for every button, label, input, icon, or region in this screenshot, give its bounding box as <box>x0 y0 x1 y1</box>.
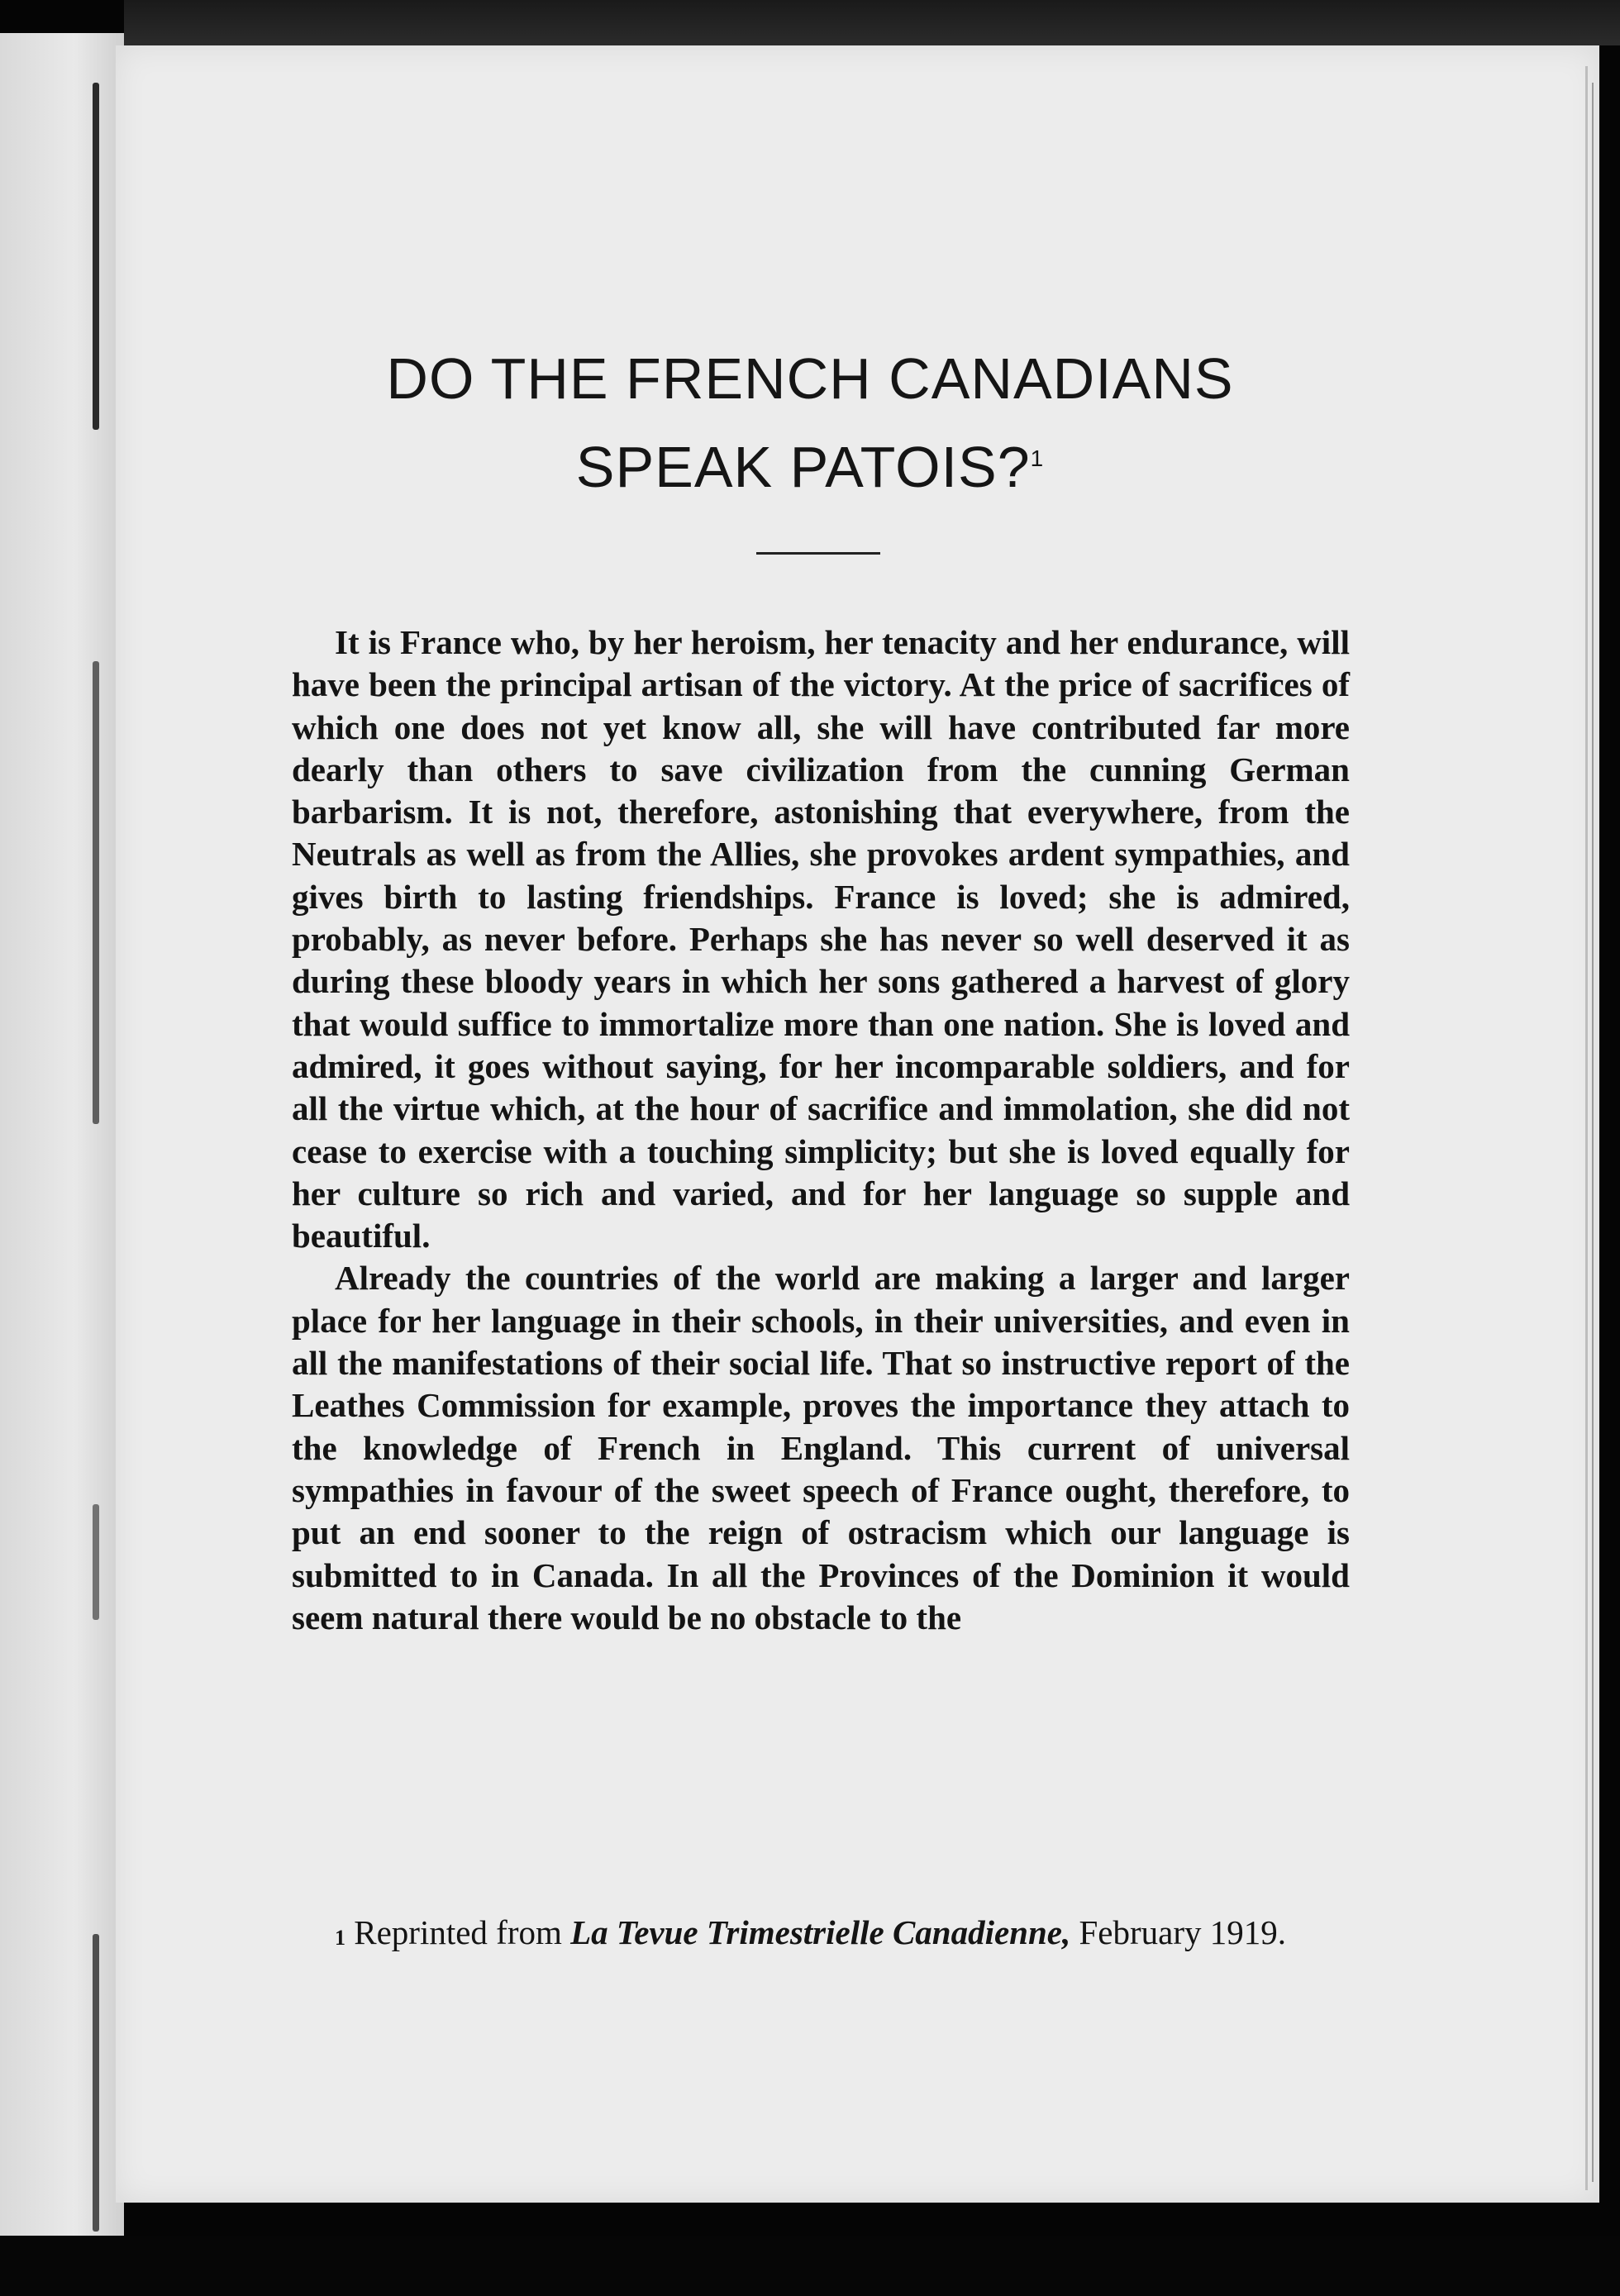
footnote-prefix: Reprinted from <box>354 1913 571 1951</box>
binding-mark <box>93 1504 99 1620</box>
footnote-mark: 1 <box>335 1926 345 1950</box>
binding-mark <box>93 1934 99 2232</box>
scan-bottom-border <box>0 2236 1620 2296</box>
footnote-suffix: February 1919. <box>1070 1913 1286 1951</box>
paragraph: Already the countries of the world are making a larger and larger place for her language in their schools, in their universities, and even in all the manifestations of their social life. That so instructive report of the Leathes Commission for example, proves the importance they attach to the knowledge of French in England. This current of universal sympathies in favour of the sweet speech of France ought, therefore, to put an end sooner to the reign of ostracism which our language is submitted to in Canada. In all the Provinces of the Dominion it would seem natural there would be no obstacle to the <box>292 1259 1350 1636</box>
title-divider <box>756 552 880 555</box>
binding-mark <box>93 83 99 430</box>
binding-mark <box>93 661 99 1124</box>
footnote-reference: 1 <box>1030 445 1045 471</box>
adjacent-page-edge <box>0 33 124 2265</box>
title-text: SPEAK PATOIS? <box>575 435 1031 499</box>
scan-top-border <box>124 0 1620 45</box>
footnote-source: La Tevue Trimestrielle Canadienne, <box>570 1913 1071 1951</box>
page-title-line-2 <box>273 434 1347 500</box>
article-body <box>292 622 1350 1639</box>
page-edge <box>1585 66 1588 2190</box>
page-edge <box>1592 83 1594 2182</box>
title-text: DO THE FRENCH CANADIANS <box>386 346 1234 411</box>
footnote <box>292 1913 1350 1953</box>
page-title-line-1 <box>273 345 1347 412</box>
paragraph: It is France who, by her heroism, her tenacity and her endurance, will have been the principal artisan of the victory. At the price of sacrifices of which one does not yet know all, she will have contributed far more dearly than others to save civilization from the cunning German barbarism. It is not, therefore, astonishing that everywhere, from the Neutrals as well as from the Allies, she provokes ardent sympathies, and gives birth to lasting friendships. France is loved; she is admired, probably, as never before. Perhaps she has never so well deserved it as during these bloody years in which her sons gathered a harvest of glory that would suffice to immortalize more than one nation. She is loved and admired, it goes without saying, for her incomparable soldiers, and for all the virtue which, at the hour of sacrifice and immolation, she did not cease to exercise with a touching simplicity; but she is loved equally for her culture so rich and varied, and for her language so supple and beautiful. <box>292 623 1350 1255</box>
